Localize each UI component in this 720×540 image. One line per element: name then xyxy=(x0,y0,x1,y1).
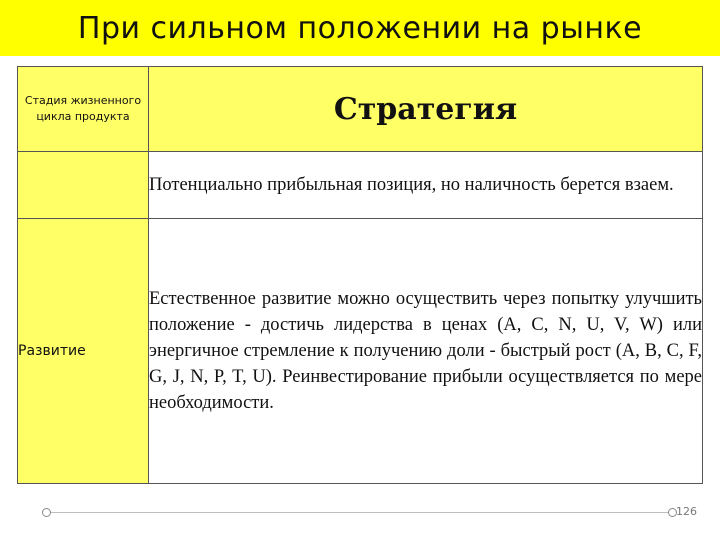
row-stage-label: Развитие xyxy=(18,343,86,359)
header-stage-label: Стадия жизненного цикла продукта xyxy=(24,94,142,123)
row-strategy-cell xyxy=(149,219,703,484)
table-header-row xyxy=(18,67,703,152)
row-strategy-text: Потенциально прибыльная позиция, но наличность берется взаем. xyxy=(149,175,674,195)
page-number: 126 xyxy=(676,505,697,518)
footer-left-dot xyxy=(42,508,51,517)
table-row xyxy=(18,219,703,484)
title-bar xyxy=(0,0,720,56)
table-row xyxy=(18,152,703,219)
strategy-table xyxy=(17,66,703,484)
footer-divider xyxy=(45,512,675,513)
header-strategy-label: Стратегия xyxy=(333,91,518,127)
header-stage-cell xyxy=(18,67,149,152)
row-strategy-cell xyxy=(149,152,703,219)
slide-title: При сильном положении на рынке xyxy=(77,10,643,46)
row-stage-cell xyxy=(18,219,149,484)
header-strategy-cell xyxy=(149,67,703,152)
row-strategy-text: Естественное развитие можно осуществить через попытку улучшить положение - достичь лидерства в ценах (A, C, N, U, V, W) или энергичное стремление к получению доли - быстрый рост (A, B, C, F, G, J, N, P, T, U). Реинвестирование прибыли осуществляется по мере необходимости. xyxy=(149,289,702,413)
row-stage-cell xyxy=(18,152,149,219)
